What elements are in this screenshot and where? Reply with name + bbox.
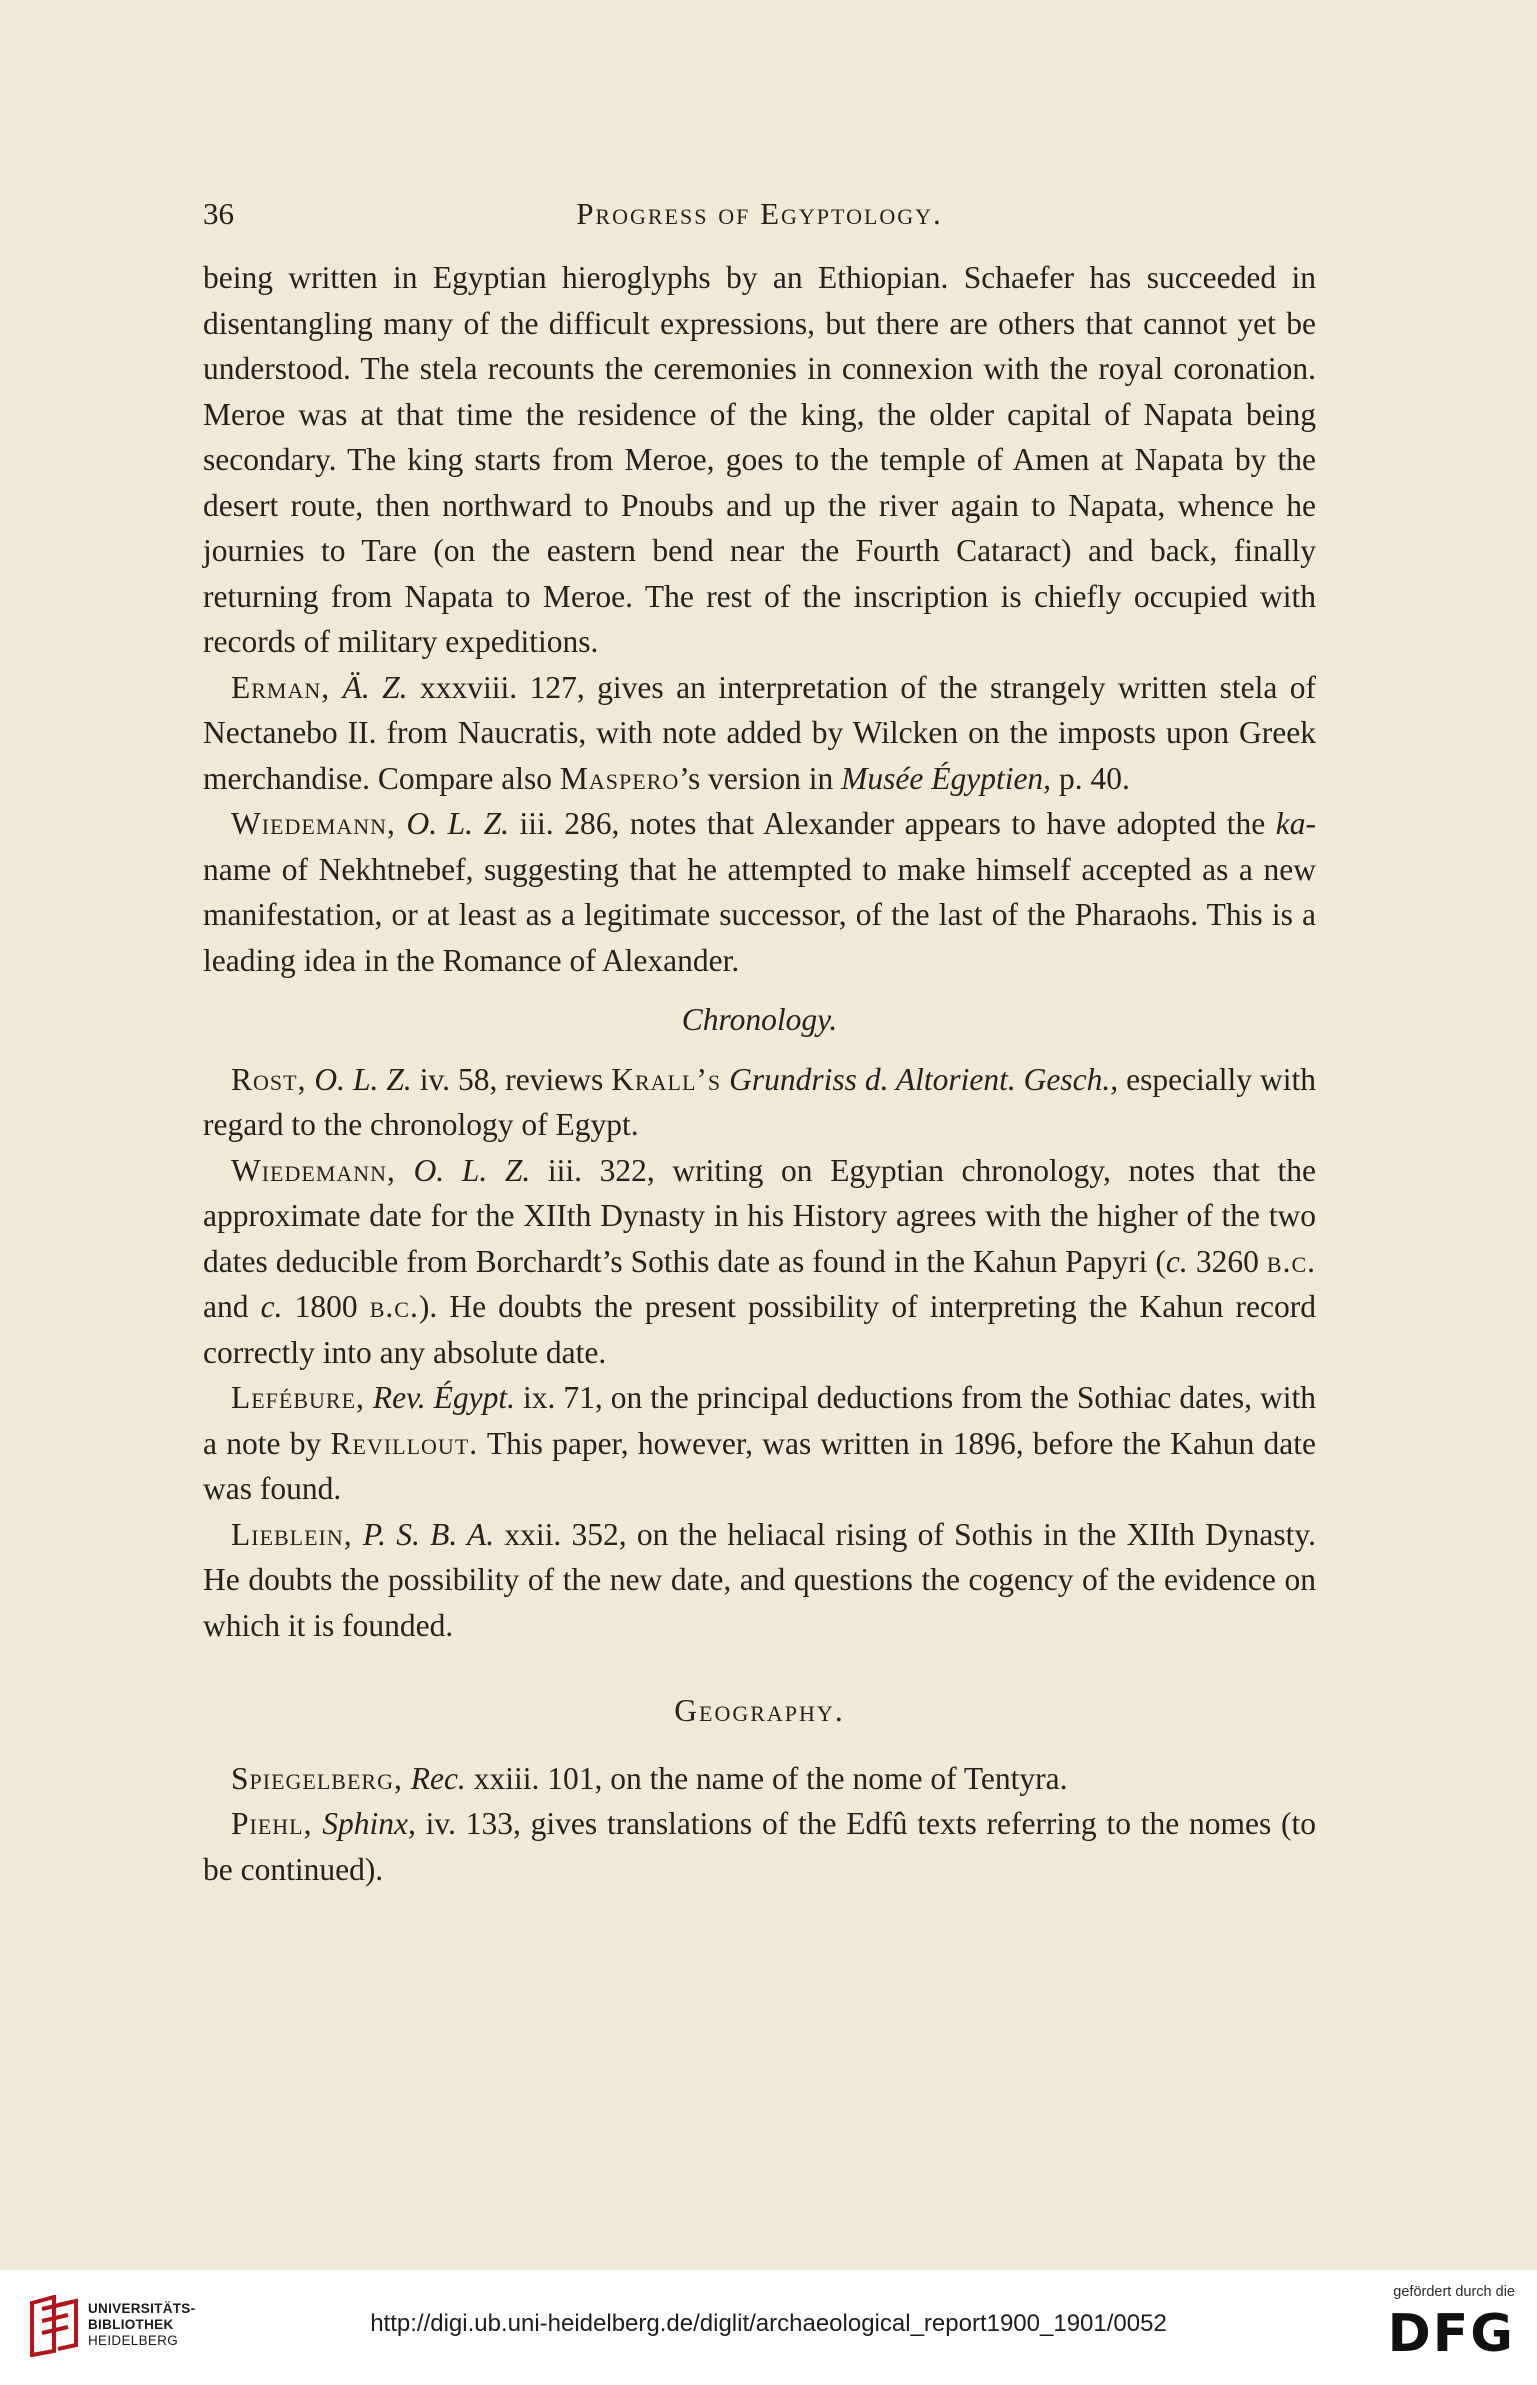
journal-ref: Grundriss d. Altorient. Gesch.,	[729, 1061, 1119, 1097]
journal-ref: O. L. Z.	[314, 1061, 412, 1097]
entry-text: ). He doubts the present possibility of interpreting the Kahun record correctly into any absolute date.	[203, 1289, 1316, 1370]
library-name-line: BIBLIOTHEK	[88, 2317, 174, 2332]
dfg-wordmark: DFG	[1387, 2304, 1515, 2364]
author-name: Maspero	[559, 760, 680, 796]
era-abbrev: b.c.	[1266, 1243, 1316, 1279]
entry-text: ix. 71, on the principal deductions from the Sothiac dates, with a note by	[203, 1380, 1317, 1461]
italic-term: c.	[260, 1289, 283, 1324]
entry-text: iii. 286, notes that Alexander appears to have adopted the	[508, 806, 1276, 841]
entry-text: iii. 322, writing on Egyptian chronology, notes that the approximate date for the XIIth Dynasty in his History agrees with the higher of the two dates deducible from Borchardt’s Sothis date as found in the Kahun Papyri (	[203, 1152, 1316, 1279]
running-title: Progress of Egyptology.	[576, 196, 943, 231]
funding-note: gefördert durch die	[1393, 2284, 1515, 2300]
entry-text: especially with regard to the chronology of Egypt.	[203, 1061, 1316, 1142]
entry-text: 3260	[1187, 1243, 1267, 1279]
entry-text: and	[203, 1289, 261, 1324]
permalink-url[interactable]: http://digi.ub.uni-heidelberg.de/diglit/archaeological_report1900_1901/0052	[370, 2310, 1167, 2337]
journal-ref: Musée Égyptien,	[841, 760, 1052, 796]
entry-text: xxiii. 101, on the name of the nome of Tentyra.	[465, 1760, 1068, 1796]
author-name: Piehl,	[231, 1806, 313, 1841]
entry-text: This paper, however, was written in 1896, before the Kahun date was found.	[203, 1425, 1316, 1506]
entry-erman	[203, 665, 1316, 802]
entry-spiegelberg	[203, 1756, 1316, 1802]
journal-ref: P. S. B. A.	[362, 1516, 495, 1552]
entry-lefebure	[203, 1375, 1316, 1512]
era-abbrev: b.c.	[369, 1289, 419, 1324]
author-name: Lefébure,	[231, 1380, 365, 1415]
entry-wiedemann-2	[203, 1148, 1316, 1376]
entry-wiedemann-1	[203, 801, 1316, 983]
library-name-line: UNIVERSITÄTS-	[88, 2301, 196, 2316]
entry-rost	[203, 1057, 1316, 1148]
author-name: Wiedemann,	[231, 1152, 396, 1188]
journal-ref: Ä. Z.	[342, 669, 408, 705]
author-name: Krall’s	[611, 1061, 722, 1097]
page-header	[203, 186, 1316, 236]
author-name: Erman,	[231, 669, 331, 705]
author-name: Lieblein,	[231, 1516, 353, 1552]
entry-text: -name of Nekhtnebef, suggesting that he attempted to make himself accepted as a new manifestation, or at least as a legitimate successor, of the last of the Pharaohs. This is a leading idea in the Romance of Alexander.	[203, 806, 1317, 978]
entry-piehl	[203, 1801, 1316, 1892]
library-name-line: HEIDELBERG	[88, 2333, 179, 2348]
entry-lieblein	[203, 1512, 1316, 1649]
italic-term: c.	[1165, 1243, 1188, 1279]
author-name: Rost,	[231, 1061, 307, 1097]
italic-term: ka	[1275, 806, 1306, 841]
journal-ref: O. L. Z.	[406, 806, 509, 841]
entry-text: xxii. 352, on the heliacal rising of Sothis in the XIIth Dynasty. He doubts the possibility of the new date, and questions the cogency of the evidence on which it is founded.	[203, 1516, 1316, 1643]
entry-text: iv. 133, gives translations of the Edfû texts referring to the nomes (to be continued).	[203, 1806, 1317, 1887]
journal-ref: Sphinx,	[322, 1806, 416, 1841]
section-heading-geography: Geography.	[674, 1693, 845, 1728]
section-heading-chronology: Chronology.	[681, 1002, 838, 1037]
entry-text: 1800	[282, 1289, 370, 1324]
journal-ref: Rec.	[410, 1760, 466, 1796]
author-name: Revillout.	[330, 1425, 479, 1461]
author-name: Spiegelberg,	[231, 1760, 403, 1796]
page-body	[203, 255, 1316, 1892]
entry-text: xxxviii. 127, gives an interpretation of the strangely written stela of Nectanebo II. from Naucratis, with note added by Wilcken on the imposts upon Greek merchandise. Compare also	[203, 669, 1317, 796]
dfg-funding-logo[interactable]	[1345, 2284, 1515, 2379]
journal-ref: O. L. Z.	[413, 1152, 531, 1188]
paragraph-continuation: being written in Egyptian hieroglyphs by an Ethiopian. Schaefer has succeeded in disentangling many of the difficult expressions, but there are others that cannot yet be understood. The stela recounts the ceremonies in connexion with the royal coronation. Meroe was at that time the residence of the king, the older capital of Napata being secondary. The king starts from Meroe, goes to the temple of Amen at Napata by the desert route, then northward to Pnoubs and up the river again to Napata, whence he journies to Tare (on the eastern bend near the Fourth Cataract) and back, finally returning from Napata to Meroe. The rest of the inscription is chiefly occupied with records of military expeditions.	[203, 260, 1316, 659]
entry-text: ’s version in	[679, 760, 842, 796]
entry-text: p. 40.	[1051, 760, 1130, 796]
footer-bar	[0, 2270, 1537, 2385]
page-number: 36	[203, 196, 234, 231]
entry-text: iv. 58, reviews	[411, 1061, 612, 1097]
author-name: Wiedemann,	[231, 806, 396, 841]
journal-ref: Rev. Égypt.	[372, 1380, 516, 1415]
